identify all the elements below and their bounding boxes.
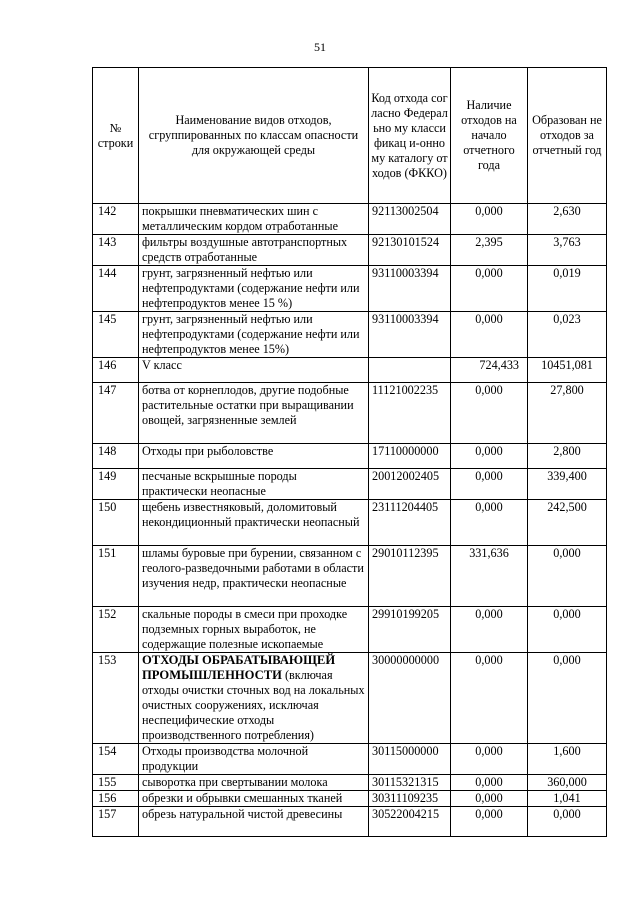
start-amount: 724,433 [451, 358, 528, 383]
formed-amount: 0,023 [528, 312, 607, 358]
start-amount: 331,636 [451, 546, 528, 607]
formed-amount: 0,019 [528, 266, 607, 312]
formed-amount: 2,800 [528, 444, 607, 469]
waste-name: сыворотка при свертывании молока [139, 775, 369, 791]
row-number: 153 [93, 653, 139, 744]
fkko-code: 17110000000 [369, 444, 451, 469]
waste-name: скальные породы в смеси при проходке подземных горных выработок, не содержащие полезные ископаемые [139, 607, 369, 653]
start-amount: 0,000 [451, 653, 528, 744]
start-amount: 0,000 [451, 744, 528, 775]
start-amount: 0,000 [451, 266, 528, 312]
fkko-code: 92130101524 [369, 235, 451, 266]
start-amount: 0,000 [451, 807, 528, 837]
fkko-code: 93110003394 [369, 312, 451, 358]
header-start-amount: Наличие отходов на начало отчетного года [451, 68, 528, 204]
fkko-code: 30522004215 [369, 807, 451, 837]
table-row [93, 444, 607, 469]
row-number: 144 [93, 266, 139, 312]
table-row [93, 807, 607, 837]
row-number: 150 [93, 500, 139, 546]
table-row [93, 546, 607, 607]
formed-amount: 242,500 [528, 500, 607, 546]
fkko-code: 11121002235 [369, 383, 451, 444]
waste-name: песчаные вскрышные породы практически неопасные [139, 469, 369, 500]
start-amount: 0,000 [451, 204, 528, 235]
waste-name: Отходы производства молочной продукции [139, 744, 369, 775]
formed-amount: 1,041 [528, 791, 607, 807]
waste-name: грунт, загрязненный нефтью или нефтепродуктами (содержание нефти или нефтепродуктов менее 15 %) [139, 266, 369, 312]
row-number: 157 [93, 807, 139, 837]
formed-amount: 27,800 [528, 383, 607, 444]
waste-name: ботва от корнеплодов, другие подобные растительные остатки при выращивании овощей, загрязненные землей [139, 383, 369, 444]
table-row [93, 744, 607, 775]
formed-amount: 0,000 [528, 546, 607, 607]
formed-amount: 2,630 [528, 204, 607, 235]
header-waste-name: Наименование видов отходов, сгруппированных по классам опасности для окружающей среды [139, 68, 369, 204]
start-amount: 0,000 [451, 500, 528, 546]
row-number: 152 [93, 607, 139, 653]
table-row [93, 204, 607, 235]
fkko-code: 23111204405 [369, 500, 451, 546]
table-row [93, 383, 607, 444]
table-row-class-total [93, 358, 607, 383]
fkko-code: 30000000000 [369, 653, 451, 744]
waste-name: обрезки и обрывки смешанных тканей [139, 791, 369, 807]
table-row [93, 312, 607, 358]
row-number: 156 [93, 791, 139, 807]
waste-category-note: (включая отходы очистки сточных вод на локальных очистных сооружениях, исключая неспецифические отходы производственного потребления) [142, 668, 365, 742]
start-amount: 0,000 [451, 775, 528, 791]
formed-amount: 3,763 [528, 235, 607, 266]
table-row [93, 775, 607, 791]
table-row [93, 266, 607, 312]
waste-name: обрезь натуральной чистой древесины [139, 807, 369, 837]
row-number: 155 [93, 775, 139, 791]
waste-name: грунт, загрязненный нефтью или нефтепродуктами (содержание нефти или нефтепродуктов менее 15%) [139, 312, 369, 358]
waste-name: щебень известняковый, доломитовый некондиционный практически неопасный [139, 500, 369, 546]
formed-amount: 1,600 [528, 744, 607, 775]
fkko-code: 30115321315 [369, 775, 451, 791]
start-amount: 0,000 [451, 312, 528, 358]
table-row [93, 500, 607, 546]
start-amount: 0,000 [451, 607, 528, 653]
waste-name: шламы буровые при бурении, связанном с геолого-разведочными работами в области изучения недр, практически неопасные [139, 546, 369, 607]
fkko-code: 30115000000 [369, 744, 451, 775]
row-number: 147 [93, 383, 139, 444]
row-number: 151 [93, 546, 139, 607]
row-number: 148 [93, 444, 139, 469]
start-amount: 0,000 [451, 383, 528, 444]
row-number: 142 [93, 204, 139, 235]
header-fkko-code: Код отхода согласно Федерально му классификац и-онному каталогу отходов (ФККО) [369, 68, 451, 204]
start-amount: 0,000 [451, 469, 528, 500]
start-amount: 2,395 [451, 235, 528, 266]
table-row [93, 791, 607, 807]
table-row [93, 235, 607, 266]
fkko-code: 93110003394 [369, 266, 451, 312]
formed-amount: 0,000 [528, 607, 607, 653]
fkko-code [369, 358, 451, 383]
fkko-code: 30311109235 [369, 791, 451, 807]
waste-table [92, 67, 607, 837]
header-row-number: № строки [93, 68, 139, 204]
waste-category-bold: ОТХОДЫ ОБРАБАТЫВАЮЩЕЙ ПРОМЫШЛЕННОСТИ [142, 653, 336, 682]
formed-amount: 0,000 [528, 653, 607, 744]
table-header-row [93, 68, 607, 204]
row-number: 143 [93, 235, 139, 266]
header-formed-amount: Образован не отходов за отчетный год [528, 68, 607, 204]
waste-name: V класс [139, 358, 369, 383]
start-amount: 0,000 [451, 444, 528, 469]
formed-amount: 360,000 [528, 775, 607, 791]
row-number: 145 [93, 312, 139, 358]
table-row [93, 653, 607, 744]
row-number: 149 [93, 469, 139, 500]
table-row [93, 607, 607, 653]
formed-amount: 339,400 [528, 469, 607, 500]
waste-name: Отходы при рыболовстве [139, 444, 369, 469]
waste-name: покрышки пневматических шин с металлическим кордом отработанные [139, 204, 369, 235]
fkko-code: 20012002405 [369, 469, 451, 500]
row-number: 146 [93, 358, 139, 383]
start-amount: 0,000 [451, 791, 528, 807]
table-row [93, 469, 607, 500]
fkko-code: 29910199205 [369, 607, 451, 653]
fkko-code: 29010112395 [369, 546, 451, 607]
fkko-code: 92113002504 [369, 204, 451, 235]
waste-name: фильтры воздушные автотранспортных средств отработанные [139, 235, 369, 266]
page-number: 51 [314, 40, 326, 54]
formed-amount: 0,000 [528, 807, 607, 837]
row-number: 154 [93, 744, 139, 775]
formed-amount: 10451,081 [528, 358, 607, 383]
waste-name [139, 653, 369, 744]
